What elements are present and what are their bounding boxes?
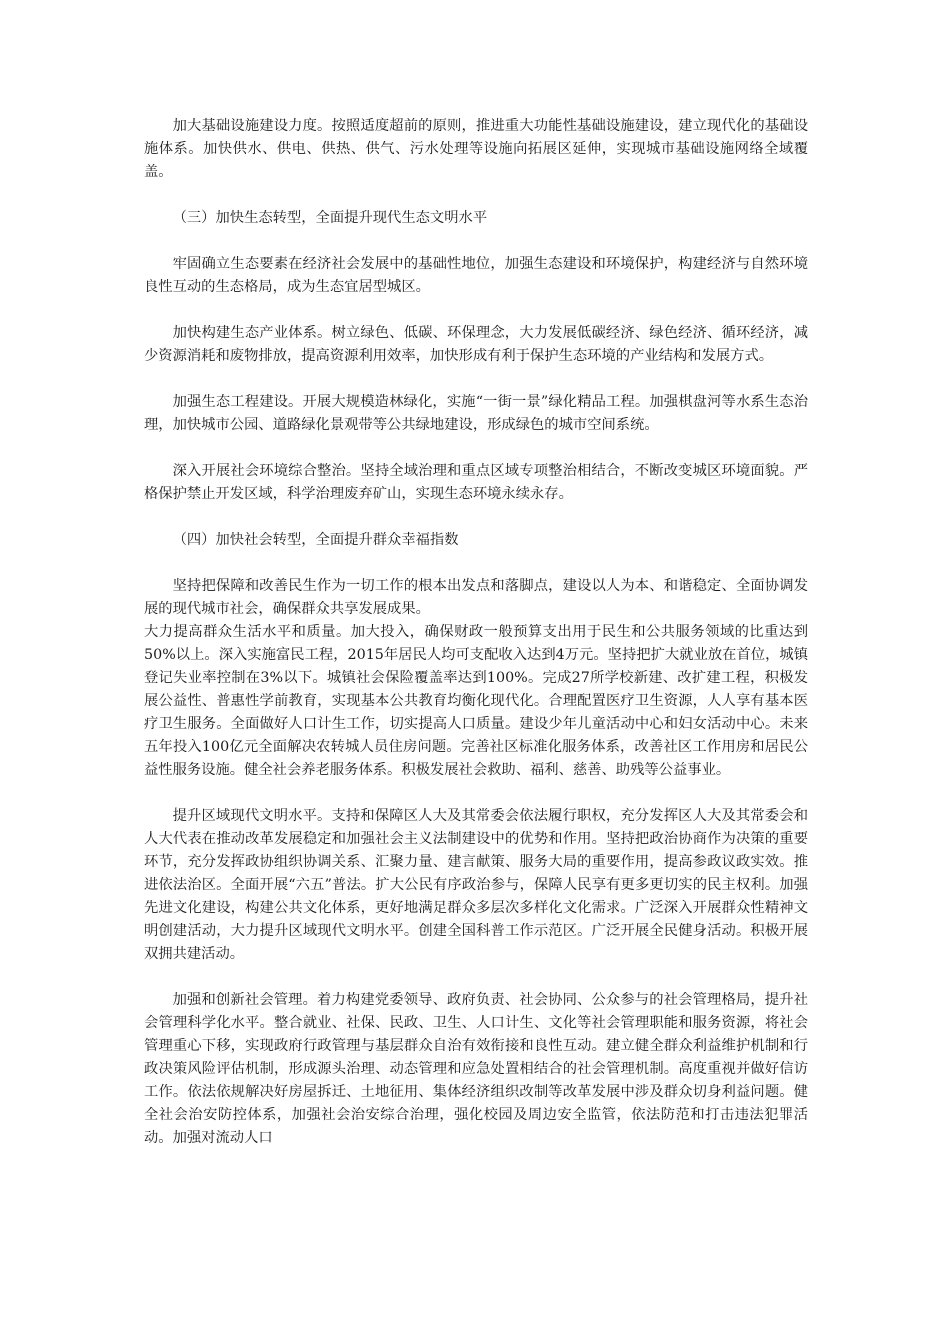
paragraph-society-intro: 坚持把保障和改善民生作为一切工作的根本出发点和落脚点，建设以人为本、和谐稳定、全面协调发展的现代城市社会，确保群众共享发展成果。 — [144, 578, 808, 617]
paragraph-infrastructure: 加大基础设施建设力度。按照适度超前的原则，推进重大功能性基础设施建设，建立现代化的基础设施体系。加快供水、供电、供热、供气、污水处理等设施向拓展区延伸，实现城市基础设施网络全域覆盖。 — [144, 118, 808, 180]
paragraph-civilization: 提升区域现代文明水平。支持和保障区人大及其常委会依法履行职权，充分发挥区人大及其常委会和人大代表在推动改革发展稳定和加强社会主义法制建设中的优势和作用。坚持把政治协商作为决策的重要环节，充分发挥政协组织协调关系、汇聚力量、建言献策、服务大局的重要作用，提高参政议政实效。推进依法治区。全面开展“六五”普法。扩大公民有序政治参与，保障人民享有更多更切实的民主权利。加强先进文化建设，构建公共文化体系，更好地满足群众多层次多样化文化需求。广泛深入开展群众性精神文明创建活动，大力提升区域现代文明水平。创建全国科普工作示范区。广泛开展全民健身活动。积极开展双拥共建活动。 — [144, 808, 808, 962]
paragraph-eco-industry: 加快构建生态产业体系。树立绿色、低碳、环保理念，大力发展低碳经济、绿色经济、循环经济，减少资源消耗和废物排放，提高资源利用效率，加快形成有利于保护生态环境的产业结构和发展方式。 — [144, 325, 808, 364]
section-heading-ecology: （三）加快生态转型，全面提升现代生态文明水平 — [172, 210, 488, 226]
paragraph-social-management: 加强和创新社会管理。着力构建党委领导、政府负责、社会协同、公众参与的社会管理格局，提升社会管理科学化水平。整合就业、社保、民政、卫生、人口计生、文化等社会管理职能和服务资源，将社会管理重心下移，实现政府行政管理与基层群众自治有效衔接和良性互动。建立健全群众利益维护机制和行政决策风险评估机制，形成源头治理、动态管理和应急处置相结合的社会管理机制。高度重视并做好信访工作。依法依规解决好房屋拆迁、土地征用、集体经济组织改制等改革发展中涉及群众切身利益问题。健全社会治安防控体系，加强社会治安综合治理，强化校园及周边安全监管，依法防范和打击违法犯罪活动。加强对流动人口 — [144, 992, 808, 1146]
section-heading-society: （四）加快社会转型，全面提升群众幸福指数 — [172, 532, 459, 548]
paragraph-environment-rectification: 深入开展社会环境综合整治。坚持全域治理和重点区域专项整治相结合，不断改变城区环境面貌。严格保护禁止开发区域，科学治理废弃矿山，实现生态环境永续永存。 — [144, 463, 808, 502]
paragraph-ecology-intro: 牢固确立生态要素在经济社会发展中的基础性地位，加强生态建设和环境保护，构建经济与自然环境良性互动的生态格局，成为生态宜居型城区。 — [144, 256, 808, 295]
document-body — [144, 115, 808, 1150]
paragraph-living-standard: 大力提高群众生活水平和质量。加大投入，确保财政一般预算支出用于民生和公共服务领域的比重达到50%以上。深入实施富民工程，2015年居民人均可支配收入达到4万元。坚持把扩大就业放在首位，城镇登记失业率控制在3%以下。城镇社会保险覆盖率达到100%。完成27所学校新建、改扩建工程，积极发展公益性、普惠性学前教育，实现基本公共教育均衡化现代化。合理配置医疗卫生资源，人人享有基本医疗卫生服务。全面做好人口计生工作，切实提高人口质量。建设少年儿童活动中心和妇女活动中心。未来五年投入100亿元全面解决农转城人员住房问题。完善社区标准化服务体系，改善社区工作用房和居民公益性服务设施。健全社会养老服务体系。积极发展社会救助、福利、慈善、助残等公益事业。 — [144, 624, 808, 778]
paragraph-eco-engineering: 加强生态工程建设。开展大规模造林绿化，实施“一街一景”绿化精品工程。加强棋盘河等水系生态治理，加快城市公园、道路绿化景观带等公共绿地建设，形成绿色的城市空间系统。 — [144, 394, 808, 433]
